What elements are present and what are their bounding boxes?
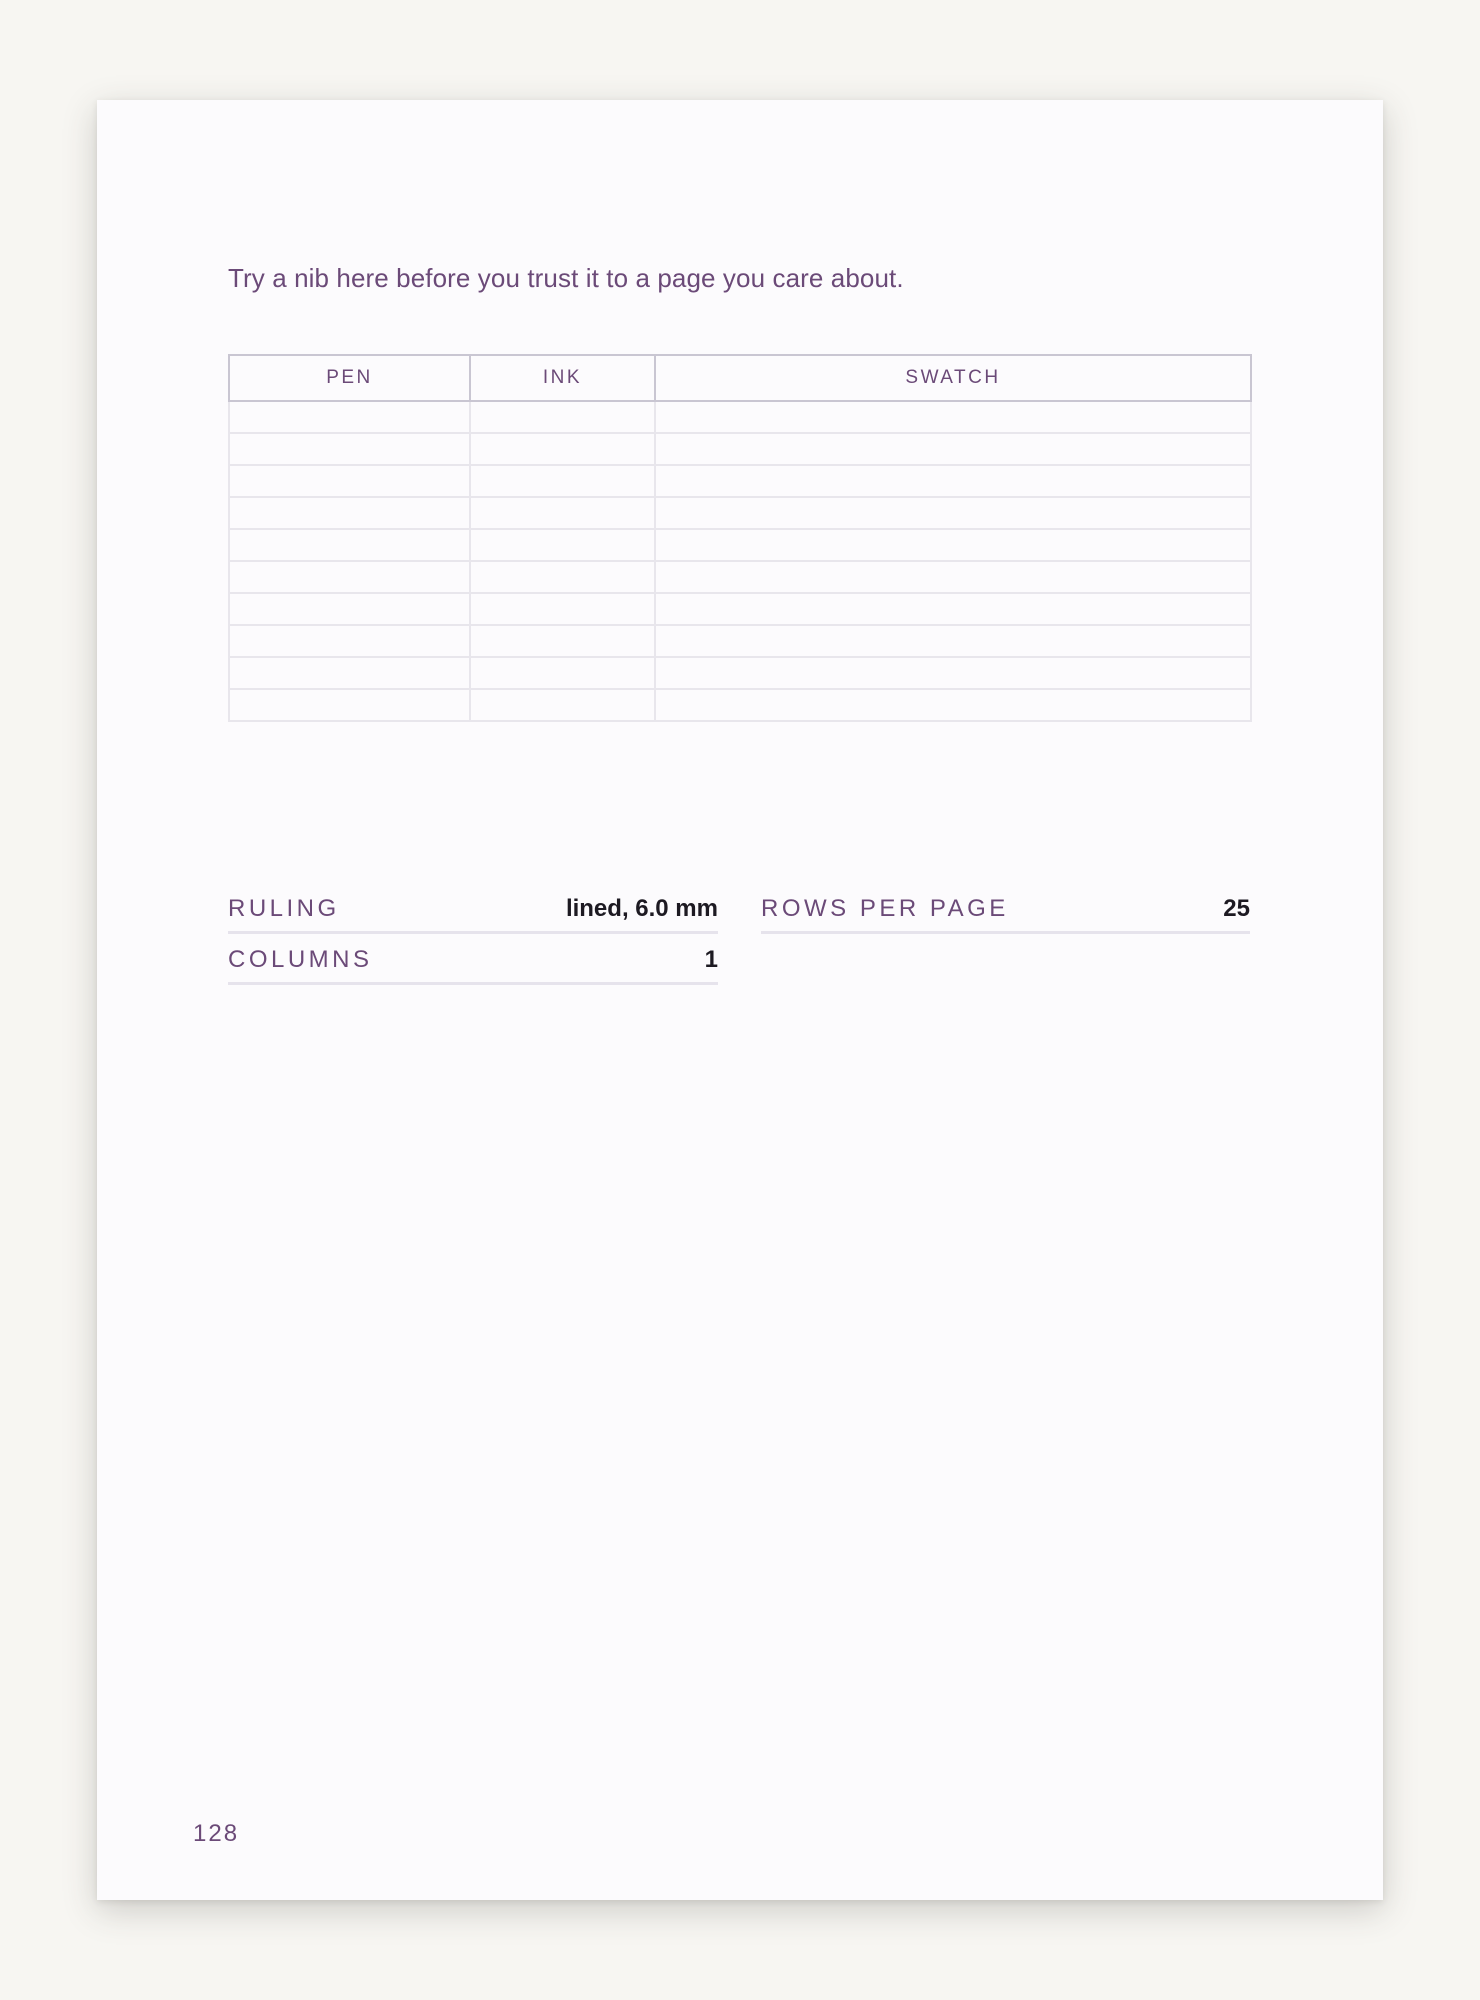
meta-row-ruling <box>228 886 718 934</box>
column-header-pen: PEN <box>229 355 470 401</box>
table-cell-pen[interactable] <box>229 497 470 529</box>
table-cell-pen[interactable] <box>229 625 470 657</box>
column-header-swatch: SWATCH <box>655 355 1251 401</box>
table-row <box>229 561 1251 593</box>
meta-row-columns <box>228 937 718 985</box>
table-row <box>229 593 1251 625</box>
table-row <box>229 497 1251 529</box>
table-cell-swatch[interactable] <box>655 433 1251 465</box>
table-cell-ink[interactable] <box>470 497 655 529</box>
table-cell-ink[interactable] <box>470 625 655 657</box>
table-header-row <box>229 355 1251 401</box>
table-cell-swatch[interactable] <box>655 561 1251 593</box>
table-cell-pen[interactable] <box>229 657 470 689</box>
columns-value: 1 <box>704 945 718 973</box>
table-cell-swatch[interactable] <box>655 625 1251 657</box>
intro-text: Try a nib here before you trust it to a page you care about. <box>228 263 904 293</box>
table-cell-swatch[interactable] <box>655 593 1251 625</box>
ruling-label: RULING <box>228 894 340 922</box>
column-header-ink: INK <box>470 355 655 401</box>
table-row <box>229 657 1251 689</box>
columns-label: COLUMNS <box>228 945 373 973</box>
table-cell-ink[interactable] <box>470 529 655 561</box>
page-number: 128 <box>193 1820 240 1847</box>
table-body <box>229 401 1251 721</box>
table-cell-ink[interactable] <box>470 433 655 465</box>
table-cell-ink[interactable] <box>470 689 655 721</box>
table-cell-ink[interactable] <box>470 561 655 593</box>
meta-row-rows-per-page <box>761 886 1250 934</box>
table-cell-pen[interactable] <box>229 593 470 625</box>
table-row <box>229 401 1251 433</box>
table-cell-ink[interactable] <box>470 593 655 625</box>
table-cell-ink[interactable] <box>470 465 655 497</box>
rows-per-page-label: ROWS PER PAGE <box>761 894 1009 922</box>
table-row <box>229 465 1251 497</box>
table-cell-ink[interactable] <box>470 657 655 689</box>
table-row <box>229 689 1251 721</box>
table-row <box>229 433 1251 465</box>
table-cell-pen[interactable] <box>229 561 470 593</box>
table-cell-swatch[interactable] <box>655 657 1251 689</box>
rows-per-page-value: 25 <box>1223 894 1250 922</box>
pen-swatch-table <box>228 354 1252 722</box>
table-row <box>229 625 1251 657</box>
meta-right-column <box>761 886 1250 937</box>
table-cell-swatch[interactable] <box>655 401 1251 433</box>
table-cell-swatch[interactable] <box>655 465 1251 497</box>
table-cell-pen[interactable] <box>229 433 470 465</box>
table-cell-swatch[interactable] <box>655 497 1251 529</box>
table-cell-pen[interactable] <box>229 465 470 497</box>
table-cell-ink[interactable] <box>470 401 655 433</box>
notebook-page <box>97 100 1383 1900</box>
table-cell-swatch[interactable] <box>655 529 1251 561</box>
table-cell-pen[interactable] <box>229 689 470 721</box>
table-cell-swatch[interactable] <box>655 689 1251 721</box>
table-row <box>229 529 1251 561</box>
table-cell-pen[interactable] <box>229 401 470 433</box>
meta-left-column <box>228 886 718 988</box>
ruling-value: lined, 6.0 mm <box>565 894 718 922</box>
table-cell-pen[interactable] <box>229 529 470 561</box>
